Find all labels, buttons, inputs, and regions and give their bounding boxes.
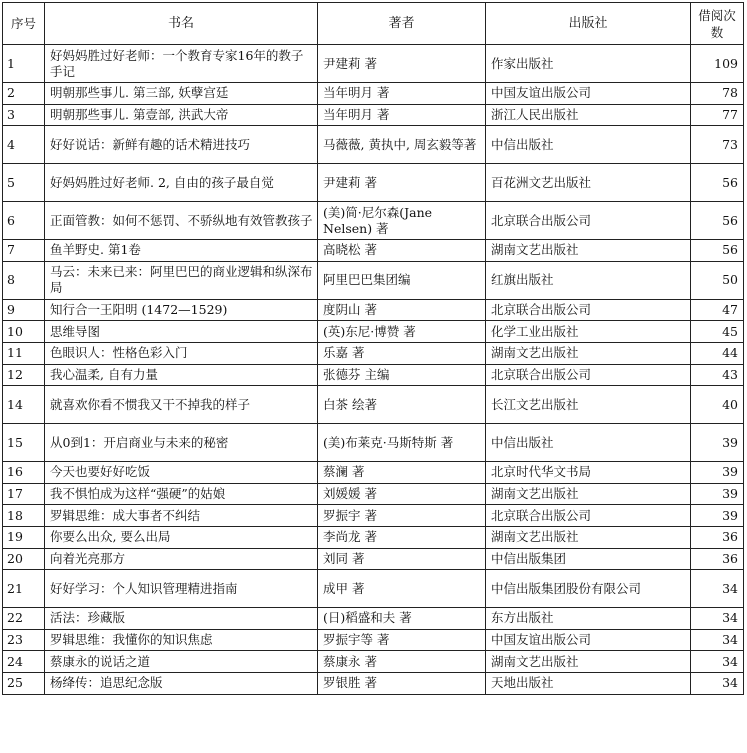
row-publisher-cell: 化学工业出版社	[486, 321, 691, 343]
row-no-cell: 4	[3, 126, 45, 164]
header-publisher: 出版社	[486, 3, 691, 45]
row-no-cell: 24	[3, 651, 45, 673]
row-author-cell: 马薇薇, 黄执中, 周玄毅等著	[318, 126, 486, 164]
row-author-cell: 当年明月 著	[318, 83, 486, 105]
row-publisher-cell: 北京联合出版公司	[486, 364, 691, 386]
table-row	[3, 505, 744, 527]
row-title-cell: 今天也要好好吃饭	[45, 462, 318, 484]
row-no-cell: 19	[3, 526, 45, 548]
row-no-cell: 5	[3, 164, 45, 202]
row-count-cell: 34	[691, 651, 744, 673]
row-count-cell: 36	[691, 548, 744, 570]
table-row	[3, 364, 744, 386]
row-title-cell: 杨绛传：追思纪念版	[45, 672, 318, 694]
row-author-cell: (日)稻盛和夫 著	[318, 608, 486, 630]
row-count-cell: 39	[691, 483, 744, 505]
row-count-cell: 73	[691, 126, 744, 164]
row-publisher-cell: 中信出版社	[486, 424, 691, 462]
row-no-cell: 6	[3, 202, 45, 240]
row-title-cell: 我不惧怕成为这样“强硬”的姑娘	[45, 483, 318, 505]
header-count: 借阅次数	[691, 3, 744, 45]
table-body	[3, 45, 744, 695]
row-title-cell: 罗辑思维：成大事者不纠结	[45, 505, 318, 527]
row-count-cell: 77	[691, 104, 744, 126]
row-no-cell: 23	[3, 629, 45, 651]
row-count-cell: 56	[691, 240, 744, 262]
row-no-cell: 3	[3, 104, 45, 126]
row-publisher-cell: 湖南文艺出版社	[486, 483, 691, 505]
row-no-cell: 25	[3, 672, 45, 694]
row-title-cell: 色眼识人：性格色彩入门	[45, 342, 318, 364]
table-row	[3, 608, 744, 630]
row-title-cell: 从0到1：开启商业与未来的秘密	[45, 424, 318, 462]
row-publisher-cell: 中国友谊出版公司	[486, 83, 691, 105]
table-row	[3, 202, 744, 240]
row-no-cell: 7	[3, 240, 45, 262]
row-no-cell: 20	[3, 548, 45, 570]
row-no-cell: 9	[3, 299, 45, 321]
row-author-cell: (美)布莱克·马斯特斯 著	[318, 424, 486, 462]
row-publisher-cell: 中国友谊出版公司	[486, 629, 691, 651]
row-count-cell: 34	[691, 608, 744, 630]
row-title-cell: 罗辑思维：我懂你的知识焦虑	[45, 629, 318, 651]
table-row	[3, 104, 744, 126]
row-no-cell: 17	[3, 483, 45, 505]
table-row	[3, 386, 744, 424]
row-title-cell: 好妈妈胜过好老师. 2, 自由的孩子最自觉	[45, 164, 318, 202]
row-count-cell: 39	[691, 462, 744, 484]
row-no-cell: 11	[3, 342, 45, 364]
row-author-cell: 度阴山 著	[318, 299, 486, 321]
table-row	[3, 164, 744, 202]
row-publisher-cell: 天地出版社	[486, 672, 691, 694]
row-title-cell: 你要么出众, 要么出局	[45, 526, 318, 548]
row-count-cell: 44	[691, 342, 744, 364]
row-publisher-cell: 长江文艺出版社	[486, 386, 691, 424]
row-publisher-cell: 红旗出版社	[486, 261, 691, 299]
table-row	[3, 342, 744, 364]
row-author-cell: 张德芬 主编	[318, 364, 486, 386]
row-publisher-cell: 湖南文艺出版社	[486, 651, 691, 673]
table-row	[3, 299, 744, 321]
table-row	[3, 672, 744, 694]
row-count-cell: 36	[691, 526, 744, 548]
row-title-cell: 好好学习：个人知识管理精进指南	[45, 570, 318, 608]
row-author-cell: 罗银胜 著	[318, 672, 486, 694]
row-author-cell: (美)简·尼尔森(Jane Nelsen) 著	[318, 202, 486, 240]
row-title-cell: 明朝那些事儿. 第三部, 妖孽宫廷	[45, 83, 318, 105]
table-row	[3, 629, 744, 651]
row-title-cell: 向着光亮那方	[45, 548, 318, 570]
row-count-cell: 40	[691, 386, 744, 424]
row-publisher-cell: 湖南文艺出版社	[486, 342, 691, 364]
row-publisher-cell: 东方出版社	[486, 608, 691, 630]
book-ranking-table-wrapper	[2, 2, 744, 695]
row-author-cell: 罗振宇等 著	[318, 629, 486, 651]
book-ranking-table	[2, 2, 744, 695]
row-no-cell: 14	[3, 386, 45, 424]
row-publisher-cell: 作家出版社	[486, 45, 691, 83]
row-no-cell: 18	[3, 505, 45, 527]
row-author-cell: 刘同 著	[318, 548, 486, 570]
header-title: 书名	[45, 3, 318, 45]
row-no-cell: 1	[3, 45, 45, 83]
table-row	[3, 483, 744, 505]
row-count-cell: 34	[691, 672, 744, 694]
row-no-cell: 8	[3, 261, 45, 299]
row-no-cell: 12	[3, 364, 45, 386]
row-no-cell: 16	[3, 462, 45, 484]
table-row	[3, 424, 744, 462]
row-title-cell: 明朝那些事儿. 第壹部, 洪武大帝	[45, 104, 318, 126]
row-author-cell: 蔡澜 著	[318, 462, 486, 484]
row-count-cell: 39	[691, 505, 744, 527]
row-title-cell: 思维导图	[45, 321, 318, 343]
row-title-cell: 活法：珍藏版	[45, 608, 318, 630]
row-no-cell: 2	[3, 83, 45, 105]
row-count-cell: 43	[691, 364, 744, 386]
header-no: 序号	[3, 3, 45, 45]
row-author-cell: 刘媛媛 著	[318, 483, 486, 505]
table-row	[3, 321, 744, 343]
header-row	[3, 3, 744, 45]
row-count-cell: 109	[691, 45, 744, 83]
row-count-cell: 45	[691, 321, 744, 343]
row-count-cell: 34	[691, 570, 744, 608]
table-row	[3, 570, 744, 608]
row-author-cell: 当年明月 著	[318, 104, 486, 126]
table-row	[3, 261, 744, 299]
row-publisher-cell: 湖南文艺出版社	[486, 526, 691, 548]
row-title-cell: 马云：未来已来：阿里巴巴的商业逻辑和纵深布局	[45, 261, 318, 299]
row-publisher-cell: 中信出版社	[486, 126, 691, 164]
row-publisher-cell: 百花洲文艺出版社	[486, 164, 691, 202]
row-title-cell: 好妈妈胜过好老师：一个教育专家16年的教子手记	[45, 45, 318, 83]
row-publisher-cell: 中信出版集团	[486, 548, 691, 570]
row-author-cell: 李尚龙 著	[318, 526, 486, 548]
row-author-cell: 乐嘉 著	[318, 342, 486, 364]
row-title-cell: 正面管教：如何不惩罚、不骄纵地有效管教孩子	[45, 202, 318, 240]
table-row	[3, 651, 744, 673]
row-title-cell: 鱼羊野史. 第1卷	[45, 240, 318, 262]
row-no-cell: 22	[3, 608, 45, 630]
table-row	[3, 240, 744, 262]
table-row	[3, 126, 744, 164]
row-publisher-cell: 浙江人民出版社	[486, 104, 691, 126]
row-author-cell: 阿里巴巴集团编	[318, 261, 486, 299]
row-count-cell: 56	[691, 164, 744, 202]
row-count-cell: 39	[691, 424, 744, 462]
row-no-cell: 15	[3, 424, 45, 462]
row-count-cell: 50	[691, 261, 744, 299]
row-title-cell: 就喜欢你看不惯我又干不掉我的样子	[45, 386, 318, 424]
row-author-cell: 蔡康永 著	[318, 651, 486, 673]
table-row	[3, 548, 744, 570]
row-count-cell: 78	[691, 83, 744, 105]
row-title-cell: 知行合一王阳明 (1472—1529)	[45, 299, 318, 321]
row-author-cell: 成甲 著	[318, 570, 486, 608]
row-count-cell: 56	[691, 202, 744, 240]
row-author-cell: 高晓松 著	[318, 240, 486, 262]
row-title-cell: 蔡康永的说话之道	[45, 651, 318, 673]
row-author-cell: 尹建莉 著	[318, 164, 486, 202]
table-row	[3, 462, 744, 484]
table-row	[3, 83, 744, 105]
row-author-cell: 白茶 绘著	[318, 386, 486, 424]
row-count-cell: 34	[691, 629, 744, 651]
row-publisher-cell: 北京联合出版公司	[486, 505, 691, 527]
row-title-cell: 好好说话：新鲜有趣的话术精进技巧	[45, 126, 318, 164]
row-publisher-cell: 北京时代华文书局	[486, 462, 691, 484]
table-row	[3, 45, 744, 83]
row-publisher-cell: 北京联合出版公司	[486, 202, 691, 240]
row-publisher-cell: 中信出版集团股份有限公司	[486, 570, 691, 608]
row-publisher-cell: 湖南文艺出版社	[486, 240, 691, 262]
row-author-cell: 尹建莉 著	[318, 45, 486, 83]
row-title-cell: 我心温柔, 自有力量	[45, 364, 318, 386]
table-row	[3, 526, 744, 548]
header-author: 著者	[318, 3, 486, 45]
row-publisher-cell: 北京联合出版公司	[486, 299, 691, 321]
row-no-cell: 21	[3, 570, 45, 608]
row-count-cell: 47	[691, 299, 744, 321]
table-header	[3, 3, 744, 45]
row-no-cell: 10	[3, 321, 45, 343]
row-author-cell: (英)东尼·博赞 著	[318, 321, 486, 343]
row-author-cell: 罗振宇 著	[318, 505, 486, 527]
